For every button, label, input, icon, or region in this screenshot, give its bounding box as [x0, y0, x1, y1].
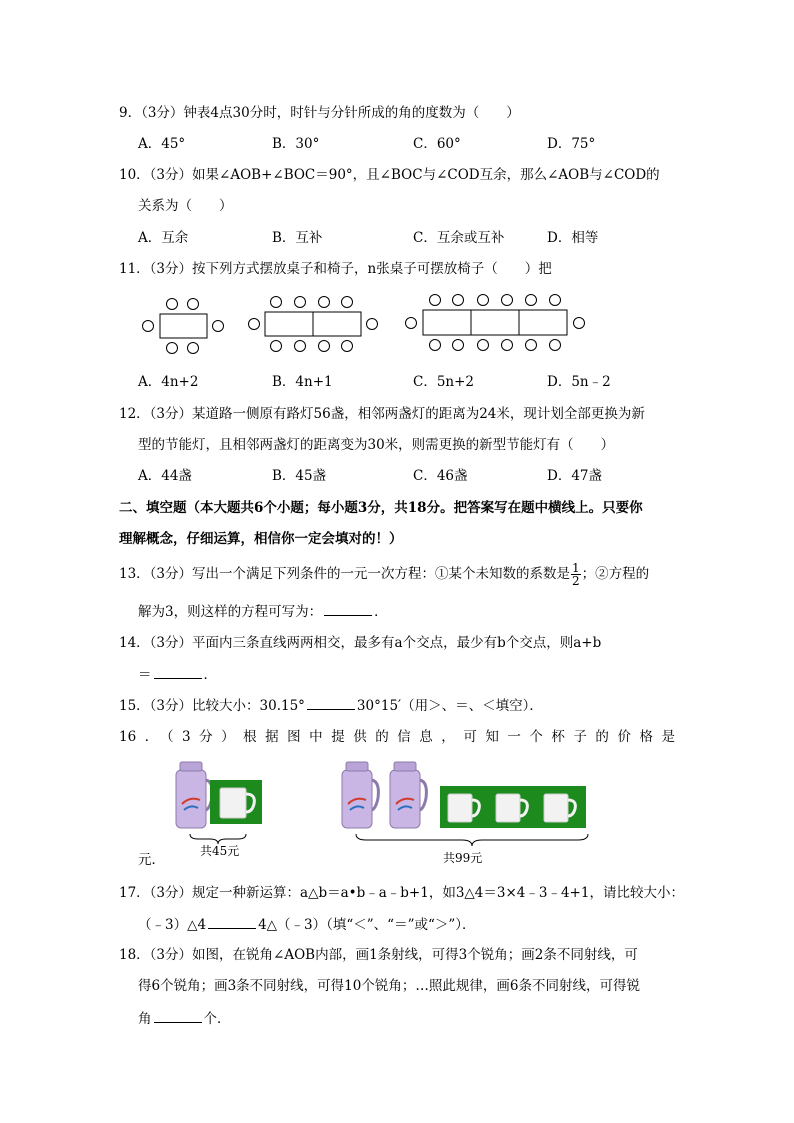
cup-icon [488, 786, 536, 828]
q13-answer-blank[interactable] [324, 601, 372, 616]
q18-answer-blank[interactable] [154, 1008, 202, 1023]
q13-line1 [119, 562, 649, 587]
q9-option-c: C．60° [413, 136, 461, 152]
q10-options [138, 228, 698, 248]
q10-option-d: D．相等 [547, 230, 599, 246]
q17-line2-text-a: （﹣3）△4 [138, 917, 207, 933]
q10-stem-line1: 10．（3分）如果∠AOB+∠BOC＝90°，且∠BOC与∠COD互余，那么∠AOB与∠COD的 [119, 167, 660, 183]
section2-heading-line1: 二、填空题（本大题共6个小题；每小题3分，共18分。把答案写在题中横线上。只要你 [119, 500, 643, 516]
q13-line2-text-b: ． [374, 604, 388, 620]
cup-icon [210, 780, 262, 824]
table-arrangement-2 [249, 297, 378, 352]
q17-line2 [138, 914, 476, 935]
q13-line2-text-a: 解为3，则这样的方程可写为： [138, 604, 323, 620]
q14-line1: 14．（3分）平面内三条直线两两相交，最多有a个交点，最少有b个交点，则a+b [119, 635, 602, 651]
q11-option-b: B．4n+1 [272, 374, 333, 390]
q12-stem-line1: 12．（3分）某道路一侧原有路灯56盏，相邻两盏灯的距离为24米，现计划全部更换为新 [119, 406, 645, 422]
q9-options [138, 134, 698, 154]
section2-heading-line2: 理解概念，仔细运算，相信你一定会填对的！） [119, 531, 403, 547]
q17-line1: 17．（3分）规定一种新运算：a△b＝a•b﹣a﹣b+1，如3△4＝3×4﹣3﹣4+1，请比较大小： [119, 885, 684, 901]
caption-total-99: 共99元 [443, 851, 483, 865]
q12-stem-line2: 型的节能灯，且相邻两盏灯的距离变为30米，则需更换的新型节能灯有（ ） [138, 437, 615, 453]
q10-option-c: C．互余或互补 [413, 230, 505, 246]
q18-line3 [138, 1008, 231, 1029]
q13-line1-text-a: 13．（3分）写出一个满足下列条件的一元一次方程：①某个未知数的系数是 [119, 566, 571, 582]
table-arrangement-1 [143, 299, 224, 354]
q12-option-c: C．46盏 [413, 468, 468, 484]
q14-line2-text-b: ． [203, 667, 217, 683]
q13-fraction [571, 562, 581, 587]
thermos-icon [390, 762, 426, 828]
q9-option-b: B．30° [272, 136, 320, 152]
q13-fraction-numerator: 1 [572, 561, 580, 575]
table-chair-figure [138, 292, 598, 358]
q18-line1: 18．（3分）如图，在锐角∠AOB内部，画1条射线，可得3个锐角；画2条不同射线，可 [119, 947, 638, 963]
thermos-cup-figure-1 [172, 760, 264, 832]
q15-text-a: 15．（3分）比较大小：30.15° [119, 698, 305, 714]
thermos-icon [342, 762, 378, 828]
q17-line2-text-b: 4△（﹣3）（填“＜”、“＝”或“＞”）． [258, 917, 476, 933]
q11-option-d: D．5n﹣2 [547, 374, 611, 390]
brace-2 [354, 832, 590, 848]
q13-fraction-denominator: 2 [572, 574, 580, 588]
q10-stem-line2: 关系为（ ） [138, 198, 233, 214]
q12-option-a: A．44盏 [138, 468, 192, 484]
q10-option-b: B．互补 [272, 230, 323, 246]
cup-icon [536, 786, 586, 828]
q16-stem: 16．（3分）根据图中提供的信息，可知一个杯子的价格是 [119, 729, 675, 745]
q17-answer-blank[interactable] [208, 914, 256, 929]
q12-option-b: B．45盏 [272, 468, 327, 484]
q16-tail: 元． [138, 852, 165, 868]
q12-option-d: D．47盏 [547, 468, 603, 484]
q18-line3-text-b: 个． [203, 1011, 231, 1027]
q11-option-c: C．5n+2 [413, 374, 475, 390]
table-arrangement-3 [406, 295, 585, 351]
q10-option-a: A．互余 [138, 230, 189, 246]
q14-answer-blank[interactable] [154, 664, 202, 679]
q13-line2 [138, 601, 388, 622]
q13-line1-text-b: ；②方程的 [581, 566, 650, 582]
q9-stem: 9．（3分）钟表4点30分时，时针与分针所成的角的度数为（ ） [119, 105, 520, 121]
q14-line2 [138, 664, 217, 685]
q9-option-d: D．75° [547, 136, 596, 152]
q12-options [138, 466, 698, 486]
q9-option-a: A．45° [138, 136, 186, 152]
caption-total-45: 共45元 [200, 844, 240, 858]
q11-stem: 11．（3分）按下列方式摆放桌子和椅子，n张桌子可摆放椅子（ ）把 [119, 261, 552, 277]
thermos-cup-figure-2 [338, 760, 590, 832]
q11-option-a: A．4n+2 [138, 374, 199, 390]
thermos-icon [176, 762, 212, 828]
q18-line2: 得6个锐角；画3条不同射线，可得10个锐角；…照此规律，画6条不同射线，可得锐 [138, 978, 640, 994]
q15-line [119, 695, 543, 716]
cup-icon [440, 786, 488, 828]
q11-options [138, 372, 698, 392]
q14-line2-text-a: ＝ [138, 667, 152, 683]
q15-text-b: 30°15′（用＞、＝、＜填空）． [356, 698, 543, 714]
q15-answer-blank[interactable] [307, 695, 355, 710]
q18-line3-text-a: 角 [138, 1011, 152, 1027]
